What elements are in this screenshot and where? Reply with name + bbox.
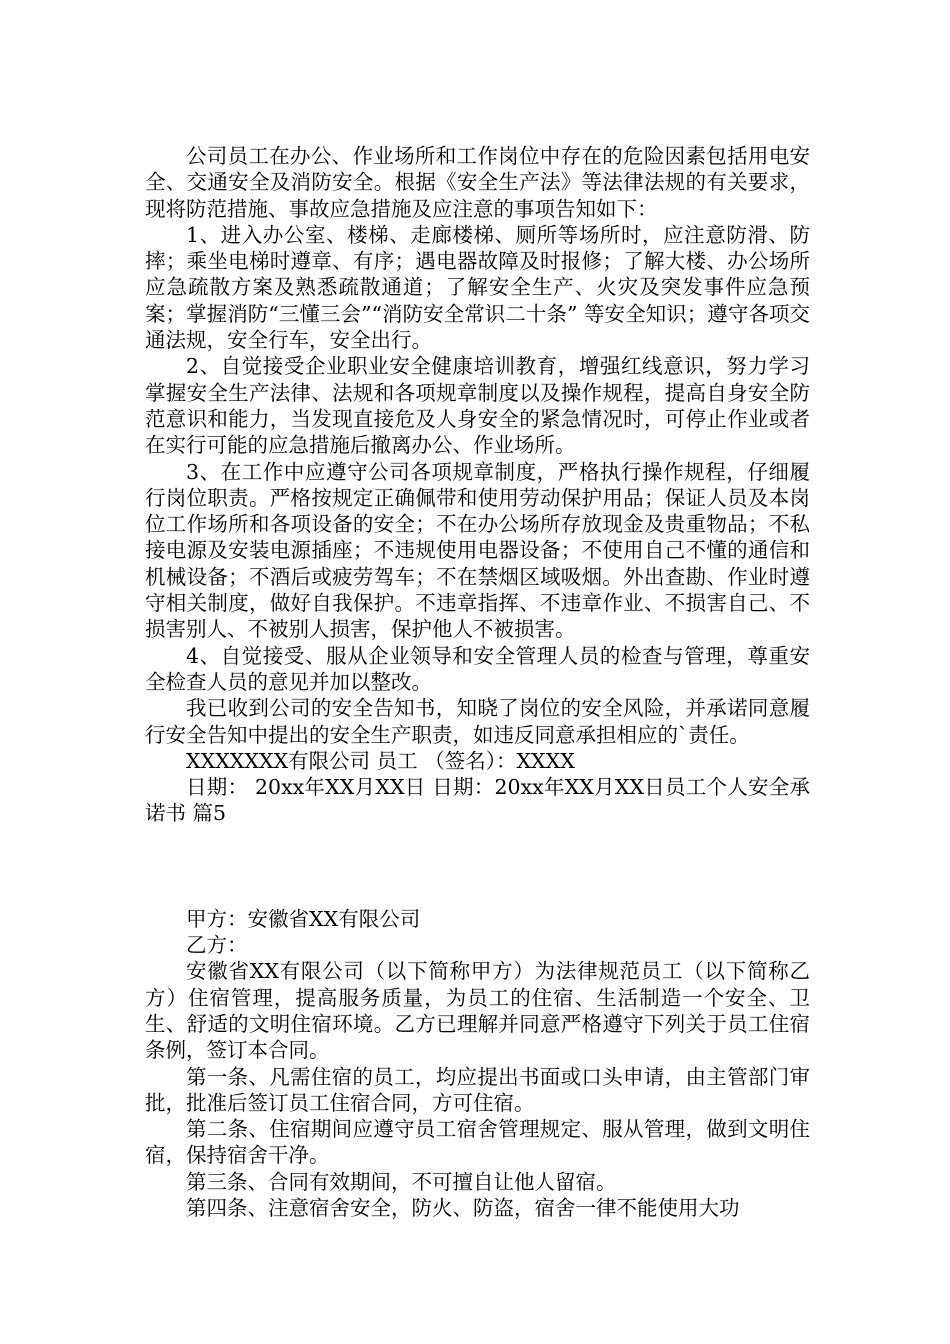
- article-4: 第四条、注意宿舍安全，防火、防盗，宿舍一律不能使用大功: [186, 1195, 740, 1220]
- date-line: 日期： 20xx年XX月XX日 日期：20xx年XX月XX日员工个人安全承诺书 篇5: [145, 775, 810, 826]
- notice-item-1: 1、进入办公室、楼梯、走廊楼梯、厕所等场所时，应注意防滑、防摔；乘坐电梯时遵章、有序；遇电器故障及时报修；了解大楼、办公场所应急疏散方案及熟悉疏散通道；了解安全生产、火灾及突发事件应急预案；掌握消防“三懂三会”“消防安全常识二十条” 等安全知识；遵守各项交通法规，安全行车，安全出行。: [145, 222, 810, 353]
- signature-line: XXXXXXX有限公司 员工 （签名）：XXXX: [186, 748, 575, 773]
- party-b-line: 乙方：: [186, 933, 248, 958]
- article-3: 第三条、合同有效期间，不可擅自让他人留宿。: [186, 1169, 617, 1194]
- document-page: [145, 143, 810, 1221]
- notice-item-2: 2、自觉接受企业职业安全健康培训教育，增强红线意识，努力学习掌握安全生产法律、法规和各项规章制度以及操作规程，提高自身安全防范意识和能力，当发现直接危及人身安全的紧急情况时，可停止作业或者在实行可能的应急措施后撤离办公、作业场所。: [145, 354, 810, 458]
- party-a-line: 甲方：安徽省XX有限公司: [186, 906, 421, 931]
- section-gap: [145, 827, 810, 906]
- article-1: 第一条、凡需住宿的员工，均应提出书面或口头申请，由主管部门审批，批准后签订员工住宿合同，方可住宿。: [145, 1064, 810, 1115]
- article-2: 第二条、住宿期间应遵守员工宿舍管理规定、服从管理，做到文明住宿，保持宿舍干净。: [145, 1117, 810, 1168]
- preamble-paragraph: 安徽省XX有限公司（以下简称甲方）为法律规范员工（以下简称乙方）住宿管理，提高服务质量，为员工的住宿、生活制造一个安全、卫生、舒适的文明住宿环境。乙方已理解并同意严格遵守下列关于员工住宿条例，签订本合同。: [145, 959, 810, 1063]
- notice-item-3: 3、在工作中应遵守公司各项规章制度，严格执行操作规程，仔细履行岗位职责。严格按规定正确佩带和使用劳动保护用品；保证人员及本岗位工作场所和各项设备的安全；不在办公场所存放现金及贵重物品；不私接电源及安装电源插座；不违规使用电器设备；不使用自己不懂的通信和机械设备；不酒后或疲劳驾车；不在禁烟区域吸烟。外出查勘、作业时遵守相关制度，做好自我保护。不违章指挥、不违章作业、不损害自己、不损害别人、不被别人损害，保护他人不被损害。: [145, 459, 810, 642]
- notice-item-4: 4、自觉接受、服从企业领导和安全管理人员的检查与管理，尊重安全检查人员的意见并加以整改。: [145, 643, 810, 694]
- acknowledgement-paragraph: 我已收到公司的安全告知书，知晓了岗位的安全风险，并承诺同意履行安全告知中提出的安全生产职责，如违反同意承担相应的`责任。: [145, 696, 810, 747]
- intro-paragraph: 公司员工在办公、作业场所和工作岗位中存在的危险因素包括用电安全、交通安全及消防安全。根据《安全生产法》等法律法规的有关要求，现将防范措施、事故应急措施及应注意的事项告知如下：: [145, 144, 810, 221]
